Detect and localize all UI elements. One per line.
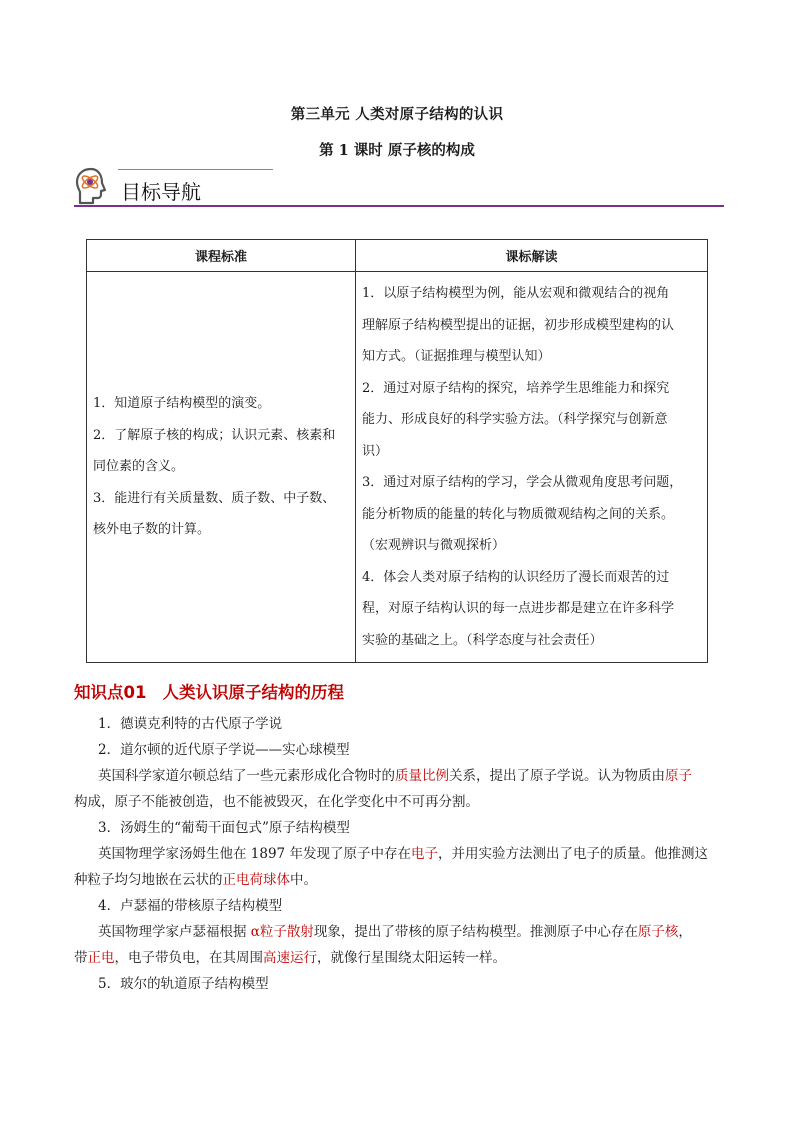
list-item: 3．能进行有关质量数、质子数、中子数、 bbox=[93, 490, 336, 506]
body-line: 2．道尔顿的近代原子学说——实心球模型 bbox=[98, 742, 350, 758]
knowledge-point-title: 人类认识原子结构的历程 bbox=[162, 683, 344, 702]
highlight-term: 高速运行 bbox=[263, 950, 317, 966]
list-item: 程，对原子结构认识的每一点进步都是建立在许多科学 bbox=[362, 601, 675, 616]
unit-title: 第三单元 人类对原子结构的认识 bbox=[290, 106, 504, 123]
text-run: ，就像行星围绕太阳运转一样。 bbox=[317, 950, 506, 966]
list-item: 1．知道原子结构模型的演变。 bbox=[93, 396, 271, 412]
list-item: 同位素的含义。 bbox=[93, 459, 185, 475]
list-item: 能力、形成良好的科学实验方法。（科学探究与创新意 bbox=[362, 412, 668, 427]
text-run: ，电子带负电，在其周围 bbox=[114, 950, 263, 966]
nav-top-rule bbox=[118, 169, 273, 170]
body-line bbox=[74, 763, 724, 789]
text-run: 现象，提出了带核的原子结构模型。推测原子中心存在 bbox=[313, 924, 638, 940]
head-atom-icon bbox=[74, 166, 110, 206]
list-item: 2．了解原子核的构成；认识元素、核素和 bbox=[93, 427, 336, 443]
text-run: 种粒子均匀地嵌在云状的 bbox=[74, 872, 223, 888]
highlight-term: 电子 bbox=[410, 846, 438, 862]
highlight-term: α粒子散射 bbox=[250, 924, 314, 940]
text-run: 带 bbox=[74, 950, 88, 966]
target-navigation-header bbox=[74, 160, 724, 210]
list-item: （宏观辨识与微观探析） bbox=[362, 538, 506, 553]
list-item: 识） bbox=[362, 443, 389, 459]
nav-title: 目标导航 bbox=[121, 180, 201, 204]
knowledge-point-heading bbox=[74, 679, 344, 703]
table-row bbox=[87, 272, 708, 663]
list-item: 能分析物质的能量的转化与物质微观结构之间的关系。 bbox=[362, 506, 675, 522]
body-line bbox=[74, 867, 724, 893]
interpretation-cell bbox=[356, 272, 708, 663]
standards-cell bbox=[87, 272, 356, 663]
body-line: 5．玻尔的轨道原子结构模型 bbox=[98, 976, 269, 992]
list-item: 4．体会人类对原子结构的认识经历了漫长而艰苦的过 bbox=[362, 569, 670, 585]
table-header-standard: 课程标准 bbox=[87, 240, 356, 272]
body-line: 3．汤姆生的“葡萄干面包式”原子结构模型 bbox=[98, 820, 350, 836]
body-line bbox=[74, 945, 724, 971]
list-item: 核外电子数的计算。 bbox=[93, 522, 211, 538]
text-run: ， bbox=[678, 924, 692, 940]
text-run: 中。 bbox=[290, 872, 317, 888]
list-item: 3．通过对原子结构的学习，学会从微观角度思考问题， bbox=[362, 475, 683, 490]
highlight-term: 质量比例 bbox=[395, 768, 449, 784]
body-line: 构成，原子不能被创造，也不能被毁灭，在化学变化中不可再分割。 bbox=[74, 794, 479, 810]
lesson-title: 第 1 课时 原子核的构成 bbox=[319, 142, 475, 159]
body-line: 1．德谟克利特的古代原子学说 bbox=[98, 716, 283, 732]
table-header-row bbox=[87, 240, 708, 272]
highlight-term: 原子核 bbox=[637, 924, 679, 940]
body-line bbox=[74, 919, 724, 945]
list-item: 知方式。（证据推理与模型认知） bbox=[362, 349, 551, 364]
text-run: 英国物理学家汤姆生他在 1897 年发现了原子中存在 bbox=[98, 846, 411, 862]
highlight-term: 正电荷球体 bbox=[222, 872, 290, 888]
list-item: 1．以原子结构模型为例，能从宏观和微观结合的视角 bbox=[362, 286, 670, 301]
body-line: 4．卢瑟福的带核原子结构模型 bbox=[98, 898, 283, 914]
knowledge-point-code: 知识点01 bbox=[74, 683, 147, 702]
text-run: 英国物理学家卢瑟福根据 bbox=[98, 924, 251, 940]
text-run: 英国科学家道尔顿总结了一些元素形成化合物时的 bbox=[98, 768, 395, 784]
knowledge-body bbox=[74, 711, 724, 997]
nav-bottom-rule bbox=[74, 205, 724, 207]
highlight-term: 正电 bbox=[87, 950, 115, 966]
body-line bbox=[74, 841, 724, 867]
list-item: 2．通过对原子结构的探究，培养学生思维能力和探究 bbox=[362, 380, 670, 396]
list-item: 理解原子结构模型提出的证据，初步形成模型建构的认 bbox=[362, 317, 675, 333]
table-header-interpretation: 课标解读 bbox=[356, 240, 708, 272]
list-item: 实验的基础之上。（科学态度与社会责任） bbox=[362, 632, 603, 648]
text-run: ，并用实验方法测出了电子的质量。他推测这 bbox=[437, 846, 708, 862]
highlight-term: 原子 bbox=[665, 768, 692, 784]
curriculum-standards-table bbox=[86, 239, 708, 663]
text-run: 关系，提出了原子学说。认为物质由 bbox=[449, 768, 665, 784]
